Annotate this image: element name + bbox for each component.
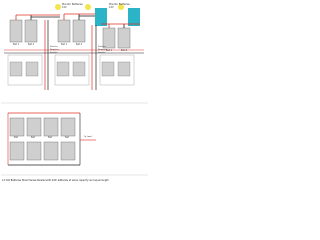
battery-label: Bat 1 xyxy=(13,43,20,46)
monitor-icon xyxy=(128,8,140,26)
legend-positive: Positive xyxy=(98,46,106,48)
battery-icon xyxy=(73,20,85,42)
battery-label: Bat 1 xyxy=(106,49,113,52)
diagram-caption: 12 Volt Batteries Wired Series-Parallel with both batteries at same capacity and equal length xyxy=(2,179,109,182)
battery-icon xyxy=(44,118,58,136)
legend-positive: Positive xyxy=(50,46,58,48)
bottom-bank xyxy=(8,113,96,165)
battery-icon xyxy=(61,118,75,136)
battery-icon xyxy=(44,142,58,160)
wiring-diagram xyxy=(0,0,149,198)
battery-label: Bat 2 xyxy=(28,43,35,46)
battery-label: Bat 2 xyxy=(121,49,128,52)
battery-icon xyxy=(10,142,24,160)
fuse-icon xyxy=(55,4,61,10)
battery-icon xyxy=(118,28,130,48)
diagram-svg xyxy=(0,0,149,198)
battery-icon xyxy=(103,28,115,48)
battery-label: Bat xyxy=(14,136,18,139)
monitor-label-1: Monitor Batteries xyxy=(62,3,83,6)
battery-icon xyxy=(10,20,22,42)
battery-label: Bat xyxy=(48,136,52,139)
legend-negative: Negative xyxy=(98,49,107,51)
to-load-note: To Load xyxy=(84,136,92,138)
fuse-icon xyxy=(85,4,91,10)
battery-icon xyxy=(27,142,41,160)
monitor-label-2: Monitor Batteries xyxy=(109,3,130,6)
legend-parallel: Parallel xyxy=(98,52,106,54)
legend-negative: Negative xyxy=(50,49,59,51)
battery-label: Bat xyxy=(31,136,35,139)
monitor-value-1: 12V xyxy=(62,6,67,9)
battery-icon xyxy=(61,142,75,160)
battery-icon xyxy=(10,118,24,136)
battery-icon xyxy=(58,20,70,42)
battery-label: Bat 1 xyxy=(61,43,68,46)
battery-label: Bat xyxy=(65,136,69,139)
battery-label: Bat 2 xyxy=(76,43,83,46)
monitor-value-2: 12V xyxy=(109,6,114,9)
monitor-icon xyxy=(95,8,107,26)
battery-icon xyxy=(25,20,37,42)
battery-icon xyxy=(27,118,41,136)
legend-parallel: Parallel xyxy=(50,52,58,54)
